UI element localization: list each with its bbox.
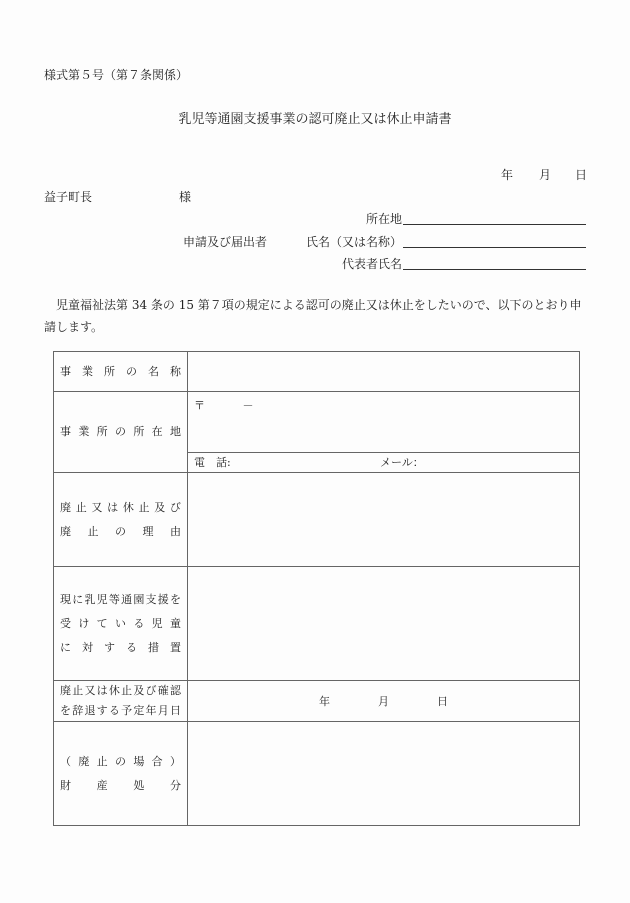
scheduled-month-label: 月 xyxy=(378,695,389,708)
label-line: 財 産 処 分 xyxy=(60,778,181,792)
postal-dash: － xyxy=(242,399,254,412)
label-facility-name xyxy=(54,352,188,392)
representative-field[interactable] xyxy=(403,269,586,270)
label-char: の xyxy=(114,425,126,438)
address-label: 所在地 xyxy=(365,212,402,226)
label-line: （ 廃 止 の 場 合 ） xyxy=(60,754,181,768)
form-number: 様式第５号（第７条関係） xyxy=(44,68,189,82)
document-title: 乳児等通園支援事業の認可廃止又は休止申請書 xyxy=(178,112,452,127)
date-month-label: 月 xyxy=(539,168,552,182)
label-char: 地 xyxy=(169,425,181,438)
name-label: 氏名（又は名称） xyxy=(305,235,402,249)
label-char: 所 xyxy=(133,425,145,438)
label-char: 業 xyxy=(78,425,90,438)
table-row-asset-disposal xyxy=(54,722,580,826)
label-line: 廃 止 又 は 休 止 及 び 確 認 xyxy=(60,684,181,697)
honorific: 様 xyxy=(179,190,192,204)
postal-address-field[interactable] xyxy=(188,392,580,453)
label-facility-address xyxy=(54,392,188,473)
label-scheduled-date xyxy=(54,681,188,722)
table-row-measures xyxy=(54,567,580,681)
asset-disposal-field[interactable] xyxy=(188,722,580,826)
label-char: 称 xyxy=(170,364,181,378)
scheduled-year-label: 年 xyxy=(319,695,330,708)
label-char: の xyxy=(126,364,137,378)
facility-name-field[interactable] xyxy=(188,352,580,392)
applicant-label: 申請及び届出者 xyxy=(183,235,268,249)
label-line: 廃 止 又 は 休 止 及 び xyxy=(60,500,181,514)
scheduled-date-field[interactable] xyxy=(188,681,580,722)
label-char: 在 xyxy=(151,425,163,438)
addressee: 益子町長 xyxy=(44,190,93,204)
application-table xyxy=(53,351,580,826)
table-row-reason xyxy=(54,473,580,567)
reason-field[interactable] xyxy=(188,473,580,567)
label-char: 事 xyxy=(60,364,71,378)
address-field[interactable] xyxy=(403,224,586,225)
contact-field[interactable] xyxy=(188,453,580,473)
label-char: 所 xyxy=(96,425,108,438)
body-paragraph: 児童福祉法第 34 条の 15 第７項の規定による認可の廃止又は休止をしたいので、以下のとおり申請します。 xyxy=(44,298,582,334)
date-day-label: 日 xyxy=(575,168,588,182)
phone-label: 電 話: xyxy=(194,456,231,469)
label-line: を 辞 退 す る 予 定 年 月 日 xyxy=(60,704,181,717)
label-char: 事 xyxy=(60,425,71,438)
label-measures xyxy=(54,567,188,681)
table-row-facility-name xyxy=(54,352,580,392)
representative-label: 代表者氏名 xyxy=(341,257,402,271)
name-field[interactable] xyxy=(403,247,586,248)
label-line: に 対 す る 措 置 xyxy=(60,640,181,654)
label-line: 現 に 乳 児 等 通 園 支 援 を xyxy=(60,592,181,606)
table-row-scheduled-date xyxy=(54,681,580,722)
date-year-label: 年 xyxy=(501,168,514,182)
label-char: 名 xyxy=(148,364,159,378)
label-char: 業 xyxy=(82,364,93,378)
label-reason xyxy=(54,473,188,567)
postal-mark: 〒 xyxy=(194,399,205,412)
label-char: 所 xyxy=(104,364,115,378)
measures-field[interactable] xyxy=(188,567,580,681)
label-line: 受 け て い る 児 童 xyxy=(60,616,181,630)
label-line: 廃 止 の 理 由 xyxy=(60,524,181,538)
mail-label: メール： xyxy=(380,456,424,469)
scheduled-day-label: 日 xyxy=(437,695,448,708)
label-asset-disposal xyxy=(54,722,188,826)
table-row-facility-address xyxy=(54,392,580,453)
